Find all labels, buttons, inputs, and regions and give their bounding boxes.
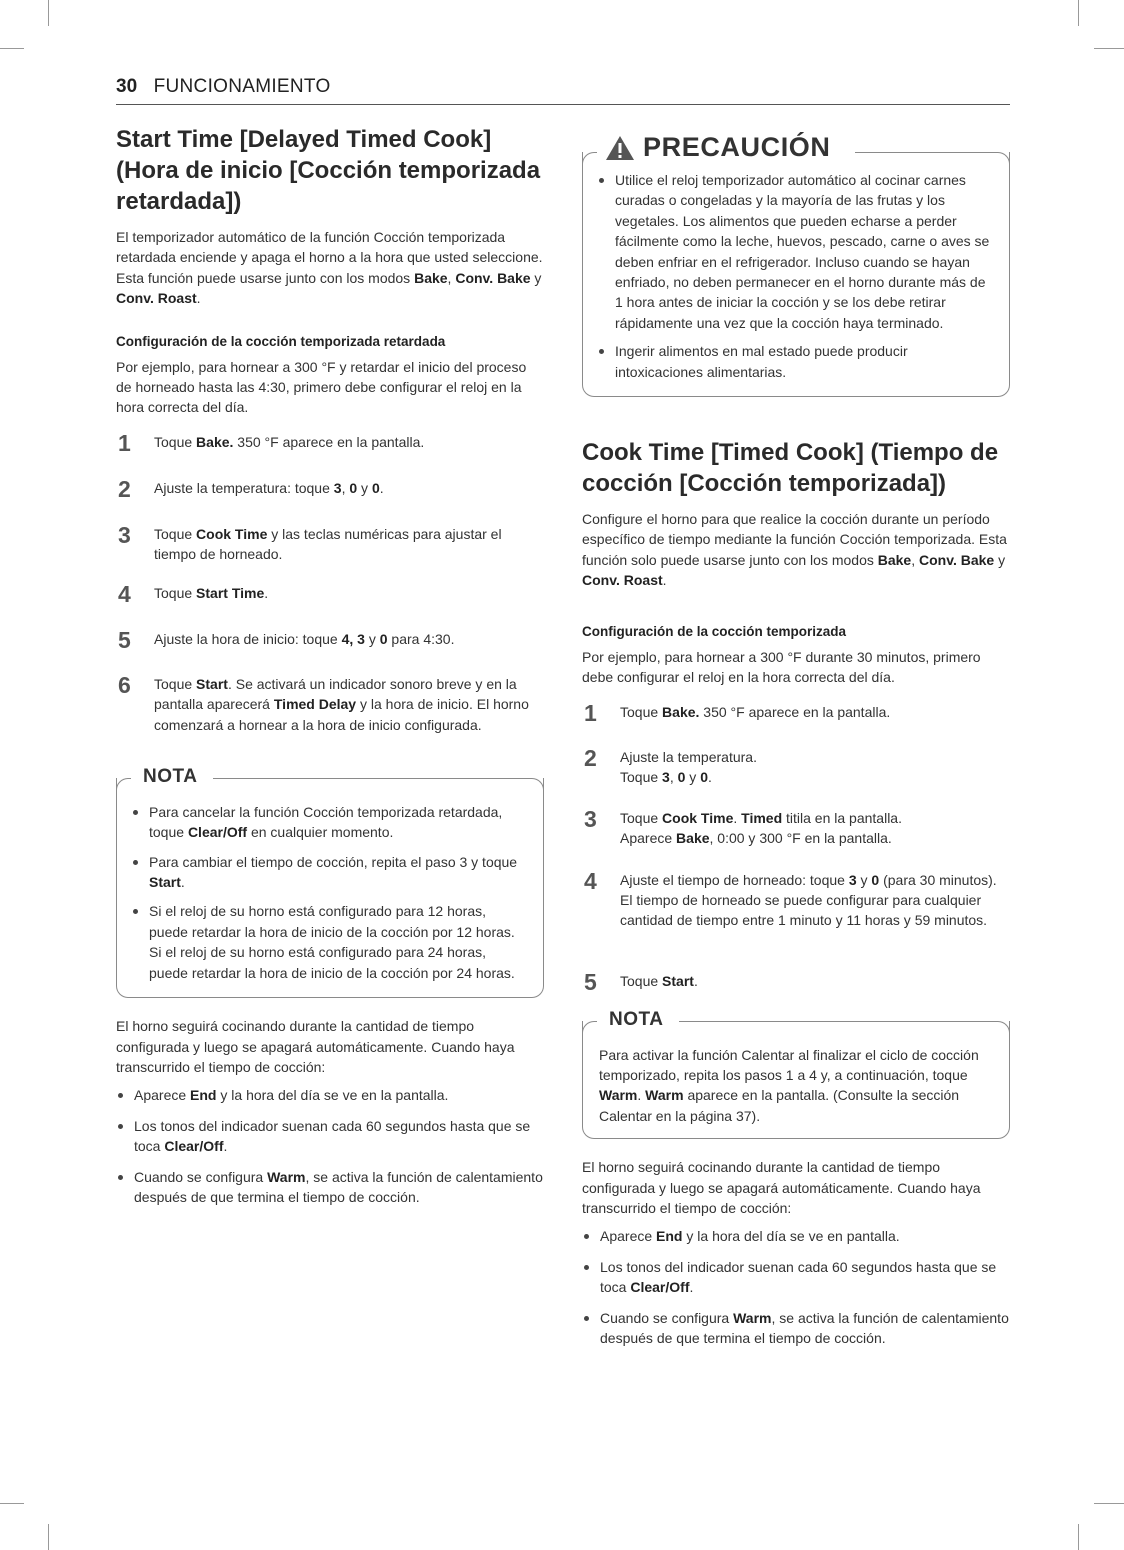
step-3: 3 Toque Cook Time. Timed titila en la pantalla. Aparece Bake, 0:00 y 300 °F en la pantalla.: [584, 805, 902, 846]
delayed-cook-steps: [116, 429, 544, 764]
after-bullets: [116, 1085, 544, 1207]
step-2: 2 Ajuste la temperatura: toque 3, 0 y 0.: [118, 475, 384, 502]
note-item: Para cancelar la función Cocción temporizada retardada, toque Clear/Off en cualquier momento.: [131, 802, 523, 843]
note-title: NOTA: [137, 766, 203, 788]
note-box: [116, 765, 544, 998]
crop-mark: [48, 1524, 49, 1550]
crop-mark: [1094, 1503, 1124, 1504]
right-column: [582, 132, 1010, 1348]
cook-time-intro: Configure el horno para que realice la cocción durante un período específico de tiempo mediante la función Cocción temporizada. Esta función solo puede usarse junto con los modos Bake, Conv. Bake y Conv. Roast.: [582, 511, 1007, 589]
step-4: 4 Toque Start Time.: [118, 580, 269, 607]
note-box: [582, 1008, 1010, 1140]
warning-triangle-icon: [605, 135, 635, 161]
left-column: [116, 124, 544, 1207]
bullet-item: Aparece End y la hora del día se ve en pantalla.: [582, 1226, 1010, 1246]
delayed-cook-intro: El temporizador automático de la función Cocción temporizada retardada enciende y apaga el horno a la hora que usted seleccione. Esta función puede usarse junto con los modos Bake, Conv. Bake y Conv. Roast.: [116, 229, 543, 307]
step-5: 5 Ajuste la hora de inicio: toque 4, 3 y 0 para 4:30.: [118, 626, 455, 653]
step-5: 5 Toque Start.: [584, 968, 698, 995]
crop-mark: [0, 1503, 24, 1504]
caution-list: [597, 170, 991, 382]
caution-item: Ingerir alimentos en mal estado puede producir intoxicaciones alimentarias.: [597, 341, 991, 382]
caution-item: Utilice el reloj temporizador automático al cocinar carnes curadas o congeladas y la mayoría de las frutas y los vegetales. Los alimentos que pueden echarse a perder fácilmente como la leche, huevos, pescado, carne o aves se deben enfriar en el refrigerador. Incluso cuando se hayan enfriado, no deben permanecer en el horno durante más de 1 hora antes de iniciar la cocción y se los debe retirar rápidamente una vez que la cocción haya terminado.: [597, 170, 991, 333]
bullet-item: Los tonos del indicador suenan cada 60 segundos hasta que se toca Clear/Off.: [116, 1116, 544, 1157]
note-title: NOTA: [603, 1009, 669, 1031]
after-text: El horno seguirá cocinando durante la cantidad de tiempo configurada y luego se apagará automáticamente. Cuando haya transcurrido el tiempo de cocción:: [116, 1018, 515, 1075]
cook-time-example: Por ejemplo, para hornear a 300 °F durante 30 minutos, primero debe configurar el reloj en la hora correcta del día.: [582, 648, 981, 686]
cook-time-subheading: Configuración de la cocción temporizada: [582, 623, 847, 639]
step-2: 2 Ajuste la temperatura. Toque 3, 0 y 0.: [584, 744, 757, 785]
cook-time-title: Cook Time [Timed Cook] (Tiempo de cocción [Cocción temporizada]): [582, 439, 999, 498]
crop-mark: [1094, 48, 1124, 49]
delayed-cook-example: Por ejemplo, para hornear a 300 °F y retardar el inicio del proceso de horneado hasta las 4:30, primero debe configurar el reloj en la hora correcta del día.: [116, 358, 527, 416]
step-6: 6 Toque Start. Se activará un indicador sonoro breve y en la pantalla aparecerá Timed Delay y la hora de inicio. El horno comenzará a hornear a la hora de inicio configurada.: [118, 671, 529, 733]
after-bullets: [582, 1226, 1010, 1348]
note-item: Si el reloj de su horno está configurado para 12 horas, puede retardar la hora de inicio de la cocción por 12 horas. Si el reloj de su horno está configurado para 24 horas, puede retardar la hora de inicio de la cocción por 24 horas.: [131, 901, 523, 983]
crop-mark: [48, 0, 49, 26]
note-item: Para cambiar el tiempo de cocción, repita el paso 3 y toque Start.: [131, 852, 523, 893]
delayed-cook-title: Start Time [Delayed Timed Cook] (Hora de inicio [Cocción temporizada retardada]): [116, 126, 541, 215]
bullet-item: Cuando se configura Warm, se activa la función de calentamiento después de que termina el tiempo de cocción.: [582, 1308, 1010, 1349]
bullet-item: Los tonos del indicador suenan cada 60 segundos hasta que se toca Clear/Off.: [582, 1257, 1010, 1298]
step-1: 1 Toque Bake. 350 °F aparece en la pantalla.: [118, 429, 425, 456]
page-header: [116, 76, 1010, 105]
note-text: Para activar la función Calentar al finalizar el ciclo de cocción temporizado, repita los pasos 1 a 4 y, a continuación, toque Warm. Warm aparece en la pantalla. (Consulte la sección Calentar en la página 37).: [599, 1046, 979, 1124]
note-list: [131, 802, 523, 983]
cook-time-steps: [582, 699, 1010, 1011]
caution-box: [582, 132, 1010, 397]
bullet-item: Cuando se configura Warm, se activa la función de calentamiento después de que termina el tiempo de cocción.: [116, 1167, 544, 1208]
step-1: 1 Toque Bake. 350 °F aparece en la pantalla.: [584, 699, 891, 726]
section-title: FUNCIONAMIENTO: [153, 76, 331, 97]
step-3: 3 Toque Cook Time y las teclas numéricas para ajustar el tiempo de horneado.: [118, 521, 502, 563]
bullet-item: Aparece End y la hora del día se ve en la pantalla.: [116, 1085, 544, 1105]
crop-mark: [1078, 0, 1079, 26]
crop-mark: [0, 48, 24, 49]
caution-title: PRECAUCIÓN: [599, 132, 837, 163]
delayed-cook-subheading: Configuración de la cocción temporizada retardada: [116, 333, 446, 349]
crop-mark: [1078, 1524, 1079, 1550]
page-number: 30: [116, 76, 138, 97]
step-4: 4 Ajuste el tiempo de horneado: toque 3 y 0 (para 30 minutos). El tiempo de horneado se puede configurar para cualquier cantidad de tiempo entre 1 minuto y 11 horas y 59 minutos.: [584, 867, 997, 929]
after-text: El horno seguirá cocinando durante la cantidad de tiempo configurada y luego se apagará automáticamente. Cuando haya transcurrido el tiempo de cocción:: [582, 1159, 981, 1216]
